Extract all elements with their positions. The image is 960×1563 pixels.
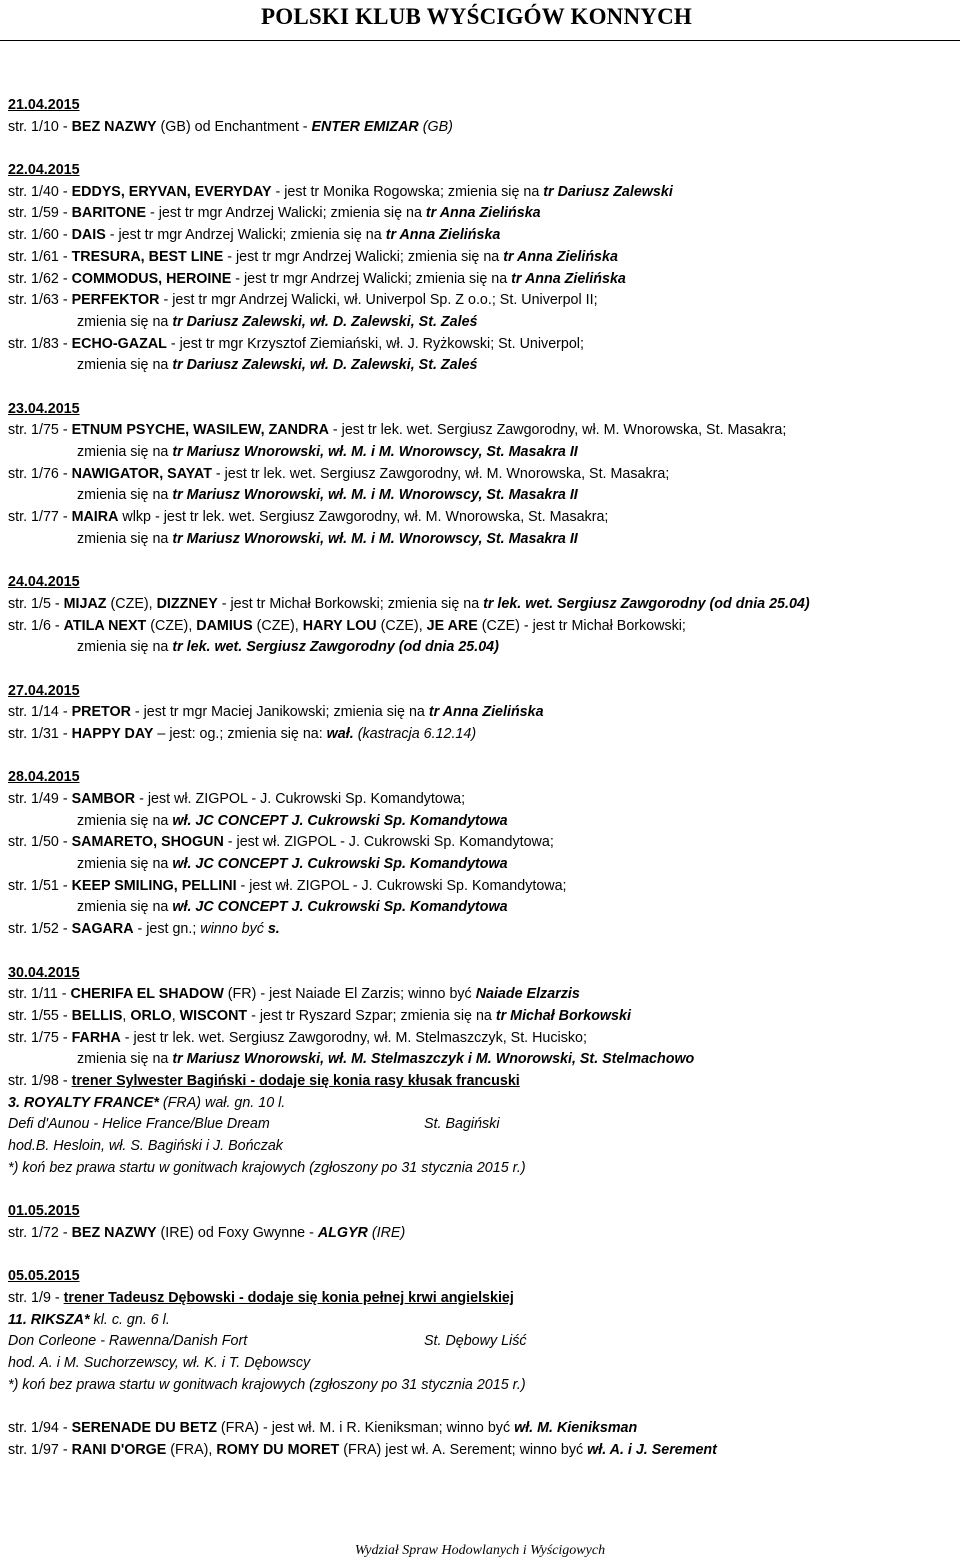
horse-pedigree: Don Corleone - Rawenna/Danish Fort St. Dębowy Liść: [8, 1333, 527, 1350]
entry-continuation: zmienia się na tr Mariusz Wnorowski, wł. M. i M. Wnorowscy, St. Masakra II: [77, 444, 578, 460]
entry-line: str. 1/76 - NAWIGATOR, SAYAT - jest tr lek. wet. Sergiusz Zawgorodny, wł. M. Wnorowska, St. Masakra;: [8, 465, 670, 482]
entry-line: str. 1/75 - ETNUM PSYCHE, WASILEW, ZANDRA - jest tr lek. wet. Sergiusz Zawgorodny, wł. M. Wnorowska, St. Masakra;: [8, 422, 787, 439]
horse-breeder: hod. A. i M. Suchorzewscy, wł. K. i T. Dębowscy: [8, 1354, 311, 1371]
date-heading: 01.05.2015: [8, 1203, 80, 1220]
entry-continuation: zmienia się na wł. JC CONCEPT J. Cukrowski Sp. Komandytowa: [77, 856, 508, 873]
entry-line: str. 1/60 - DAIS - jest tr mgr Andrzej Walicki; zmienia się na tr Anna Zielińska: [8, 227, 501, 244]
horse-breeder: hod.B. Hesloin, wł. S. Bagiński i J. Bończak: [8, 1138, 283, 1154]
entry-continuation: zmienia się na tr Dariusz Zalewski, wł. D. Zalewski, St. Zaleś: [77, 313, 478, 330]
entry-continuation: zmienia się na tr Mariusz Wnorowski, wł. M. Stelmaszczyk i M. Wnorowski, St. Stelmachowo: [77, 1051, 695, 1068]
entry-line: str. 1/31 - HAPPY DAY – jest: og.; zmienia się na: wał. (kastracja 6.12.14): [8, 725, 477, 742]
entry-line: str. 1/97 - RANI D'ORGE (FRA), ROMY DU MORET (FRA) jest wł. A. Serement; winno być wł. A. i J. Serement: [8, 1441, 717, 1458]
entry-continuation: zmienia się na tr Dariusz Zalewski, wł. D. Zalewski, St. Zaleś: [77, 357, 478, 374]
date-heading: 05.05.2015: [8, 1268, 80, 1285]
footnote: *) koń bez prawa startu w gonitwach krajowych (zgłoszony po 31 stycznia 2015 r.): [8, 1376, 526, 1393]
entry-line: str. 1/75 - FARHA - jest tr lek. wet. Sergiusz Zawgorodny, wł. M. Stelmaszczyk, St. Hucisko;: [8, 1029, 587, 1046]
footer-text: Wydział Spraw Hodowlanych i Wyścigowych: [354, 1543, 606, 1558]
entry-line: str. 1/94 - SERENADE DU BETZ (FRA) - jest wł. M. i R. Kieniksman; winno być wł. M. Kieniksman: [8, 1419, 638, 1436]
entry-line: str. 1/63 - PERFEKTOR - jest tr mgr Andrzej Walicki, wł. Univerpol Sp. Z o.o.; St. Univerpol II;: [8, 292, 598, 309]
date-heading: 21.04.2015: [8, 97, 80, 113]
horse-entry: 3. ROYALTY FRANCE* (FRA) wał. gn. 10 l.: [8, 1094, 286, 1111]
entry-line: str. 1/83 - ECHO-GAZAL - jest tr mgr Krzysztof Ziemiański, wł. J. Ryżkowski; St. Univerpol;: [8, 335, 584, 352]
entry-line: str. 1/11 - CHERIFA EL SHADOW (FR) - jest Naiade El Zarzis; winno być Naiade Elzarzis: [8, 986, 580, 1003]
entry-line: str. 1/6 - ATILA NEXT (CZE), DAMIUS (CZE), HARY LOU (CZE), JE ARE (CZE) - jest tr Michał Borkowski;: [8, 617, 686, 634]
entry-line: str. 1/51 - KEEP SMILING, PELLINI - jest wł. ZIGPOL - J. Cukrowski Sp. Komandytowa;: [8, 877, 567, 894]
page-footer: [0, 1541, 960, 1559]
footnote: *) koń bez prawa startu w gonitwach krajowych (zgłoszony po 31 stycznia 2015 r.): [8, 1159, 526, 1176]
entry-line: str. 1/72 - BEZ NAZWY (IRE) od Foxy Gwynne - ALGYR (IRE): [8, 1224, 406, 1241]
entry-continuation: zmienia się na tr lek. wet. Sergiusz Zawgorodny (od dnia 25.04): [77, 639, 499, 656]
horse-entry: 11. RIKSZA* kl. c. gn. 6 l.: [8, 1311, 170, 1328]
date-heading: 27.04.2015: [8, 682, 80, 699]
entry-line: str. 1/98 - trener Sylwester Bagiński - dodaje się konia rasy kłusak francuski: [8, 1072, 520, 1089]
entry-line: str. 1/14 - PRETOR - jest tr mgr Maciej Janikowski; zmienia się na tr Anna Zielińska: [8, 704, 544, 721]
date-heading: 30.04.2015: [8, 964, 80, 981]
announcements-list: [8, 95, 953, 1461]
entry-line: str. 1/59 - BARITONE - jest tr mgr Andrzej Walicki; zmienia się na tr Anna Zielińska: [8, 205, 541, 222]
entry-line: str. 1/49 - SAMBOR - jest wł. ZIGPOL - J. Cukrowski Sp. Komandytowa;: [8, 791, 466, 807]
entry-line: str. 1/10 - BEZ NAZWY (GB) od Enchantment - ENTER EMIZAR (GB): [8, 118, 453, 135]
entry-continuation: zmienia się na tr Mariusz Wnorowski, wł. M. i M. Wnorowscy, St. Masakra II: [77, 487, 578, 504]
entry-line: str. 1/50 - SAMARETO, SHOGUN - jest wł. ZIGPOL - J. Cukrowski Sp. Komandytowa;: [8, 834, 554, 851]
page-title: POLSKI KLUB WYŚCIGÓW KONNYCH: [261, 4, 692, 29]
entry-line: str. 1/55 - BELLIS, ORLO, WISCONT - jest tr Ryszard Szpar; zmienia się na tr Michał Borkowski: [8, 1007, 631, 1024]
entry-line: str. 1/77 - MAIRA wlkp - jest tr lek. wet. Sergiusz Zawgorodny, wł. M. Wnorowska, St. Masakra;: [8, 509, 609, 526]
page-header: [0, 0, 960, 50]
header-divider: [0, 40, 960, 41]
entry-line: str. 1/9 - trener Tadeusz Dębowski - dodaje się konia pełnej krwi angielskiej: [8, 1289, 514, 1306]
entry-continuation: zmienia się na wł. JC CONCEPT J. Cukrowski Sp. Komandytowa: [77, 812, 508, 829]
horse-pedigree: Defi d'Aunou - Helice France/Blue Dream St. Bagiński: [8, 1116, 500, 1133]
entry-line: str. 1/5 - MIJAZ (CZE), DIZZNEY - jest tr Michał Borkowski; zmienia się na tr lek. wet. Sergiusz Zawgorodny (od dnia 25.04): [8, 595, 810, 612]
entry-continuation: zmienia się na tr Mariusz Wnorowski, wł. M. i M. Wnorowscy, St. Masakra II: [77, 530, 578, 547]
date-heading: 23.04.2015: [8, 400, 80, 417]
entry-continuation: zmienia się na wł. JC CONCEPT J. Cukrowski Sp. Komandytowa: [77, 899, 508, 916]
date-heading: 28.04.2015: [8, 769, 80, 786]
entry-line: str. 1/52 - SAGARA - jest gn.; winno być s.: [8, 921, 280, 938]
entry-line: str. 1/61 - TRESURA, BEST LINE - jest tr mgr Andrzej Walicki; zmienia się na tr Anna Zielińska: [8, 248, 618, 265]
entry-line: str. 1/62 - COMMODUS, HEROINE - jest tr mgr Andrzej Walicki; zmienia się na tr Anna Zielińska: [8, 270, 626, 287]
date-heading: 22.04.2015: [8, 162, 80, 179]
date-heading: 24.04.2015: [8, 574, 80, 591]
entry-line: str. 1/40 - EDDYS, ERYVAN, EVERYDAY - jest tr Monika Rogowska; zmienia się na tr Dariusz Zalewski: [8, 183, 673, 200]
